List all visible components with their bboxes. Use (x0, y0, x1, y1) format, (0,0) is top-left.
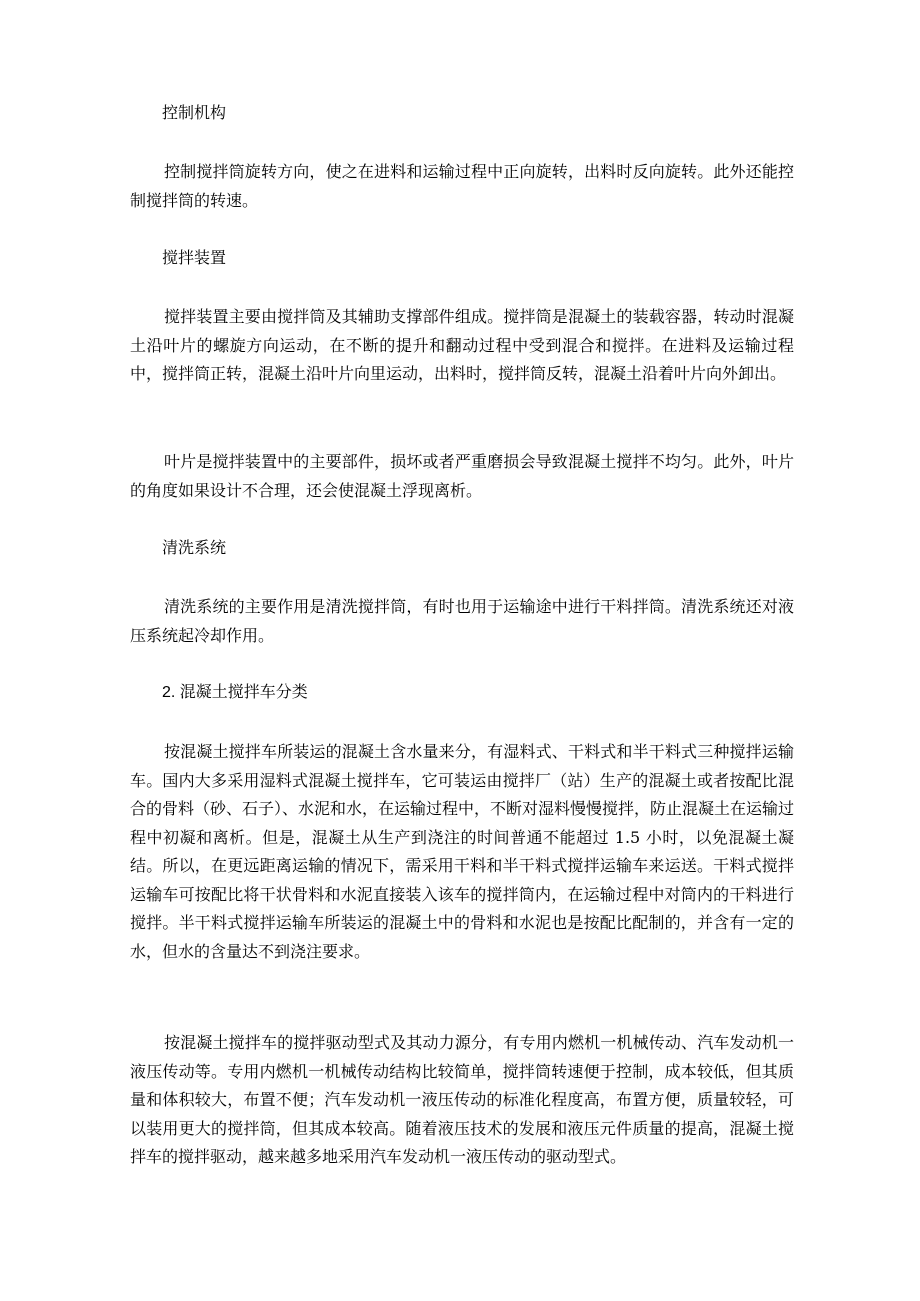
paragraph-classification-by-water-content: 按混凝土搅拌车所装运的混凝土含水量来分，有湿料式、干料式和半干料式三种搅拌运输车。国内大多采用湿料式混凝土搅拌车，它可装运由搅拌厂（站）生产的混凝土或者按配比混合的骨料（砂、石子）、水泥和水，在运输过程中，不断对湿料慢慢搅拌，防止混凝土在运输过程中初凝和离析。但是，混凝土从生产到浇注的时间普通不能超过 1.5 小时，以免混凝土凝结。所以，在更远距离运输的情况下，需采用干料和半干料式搅拌运输车来运送。干料式搅拌运输车可按配比将干状骨料和水泥直接装入该车的搅拌筒内，在运输过程中对筒内的干料进行搅拌。半干料式搅拌运输车所装运的混凝土中的骨料和水泥也是按配比配制的，并含有一定的水，但水的含量达不到浇注要求。 (130, 742, 795, 961)
section-heading-control-mechanism: 控制机构 (162, 103, 227, 122)
section-heading-cleaning-system: 清洗系统 (162, 538, 227, 557)
paragraph-mixing-device-1: 搅拌装置主要由搅拌筒及其辅助支撑部件组成。搅拌筒是混凝土的装载容器，转动时混凝土沿叶片的螺旋方向运动，在不断的提升和翻动过程中受到混合和搅拌。在进料及运输过程中，搅拌筒正转，混凝土沿叶片向里运动，出料时，搅拌筒反转，混凝土沿着叶片向外卸出。 (130, 307, 794, 383)
paragraph-cleaning-system: 清洗系统的主要作用是清洗搅拌筒，有时也用于运输途中进行干料拌筒。清洗系统还对液压系统起冷却作用。 (130, 597, 794, 645)
section-heading-classification: 2. 混凝土搅拌车分类 (162, 684, 308, 701)
section-heading-mixing-device: 搅拌装置 (162, 248, 227, 267)
paragraph-mixing-device-2: 叶片是搅拌装置中的主要部件，损坏或者严重磨损会导致混凝土搅拌不均匀。此外，叶片的角度如果设计不合理，还会使混凝土浮现离析。 (130, 452, 794, 500)
paragraph-control-mechanism: 控制搅拌筒旋转方向，使之在进料和运输过程中正向旋转，出料时反向旋转。此外还能控制搅拌筒的转速。 (130, 162, 794, 210)
paragraph-classification-by-drive-type: 按混凝土搅拌车的搅拌驱动型式及其动力源分，有专用内燃机一机械传动、汽车发动机一液压传动等。专用内燃机一机械传动结构比较简单，搅拌筒转速便于控制，成本较低，但其质量和体积较大，布置不便；汽车发动机一液压传动的标准化程度高，布置方便，质量较轻，可以装用更大的搅拌筒，但其成本较高。随着液压技术的发展和液压元件质量的提高，混凝土搅拌车的搅拌驱动，越来越多地采用汽车发动机一液压传动的驱动型式。 (130, 1033, 794, 1166)
